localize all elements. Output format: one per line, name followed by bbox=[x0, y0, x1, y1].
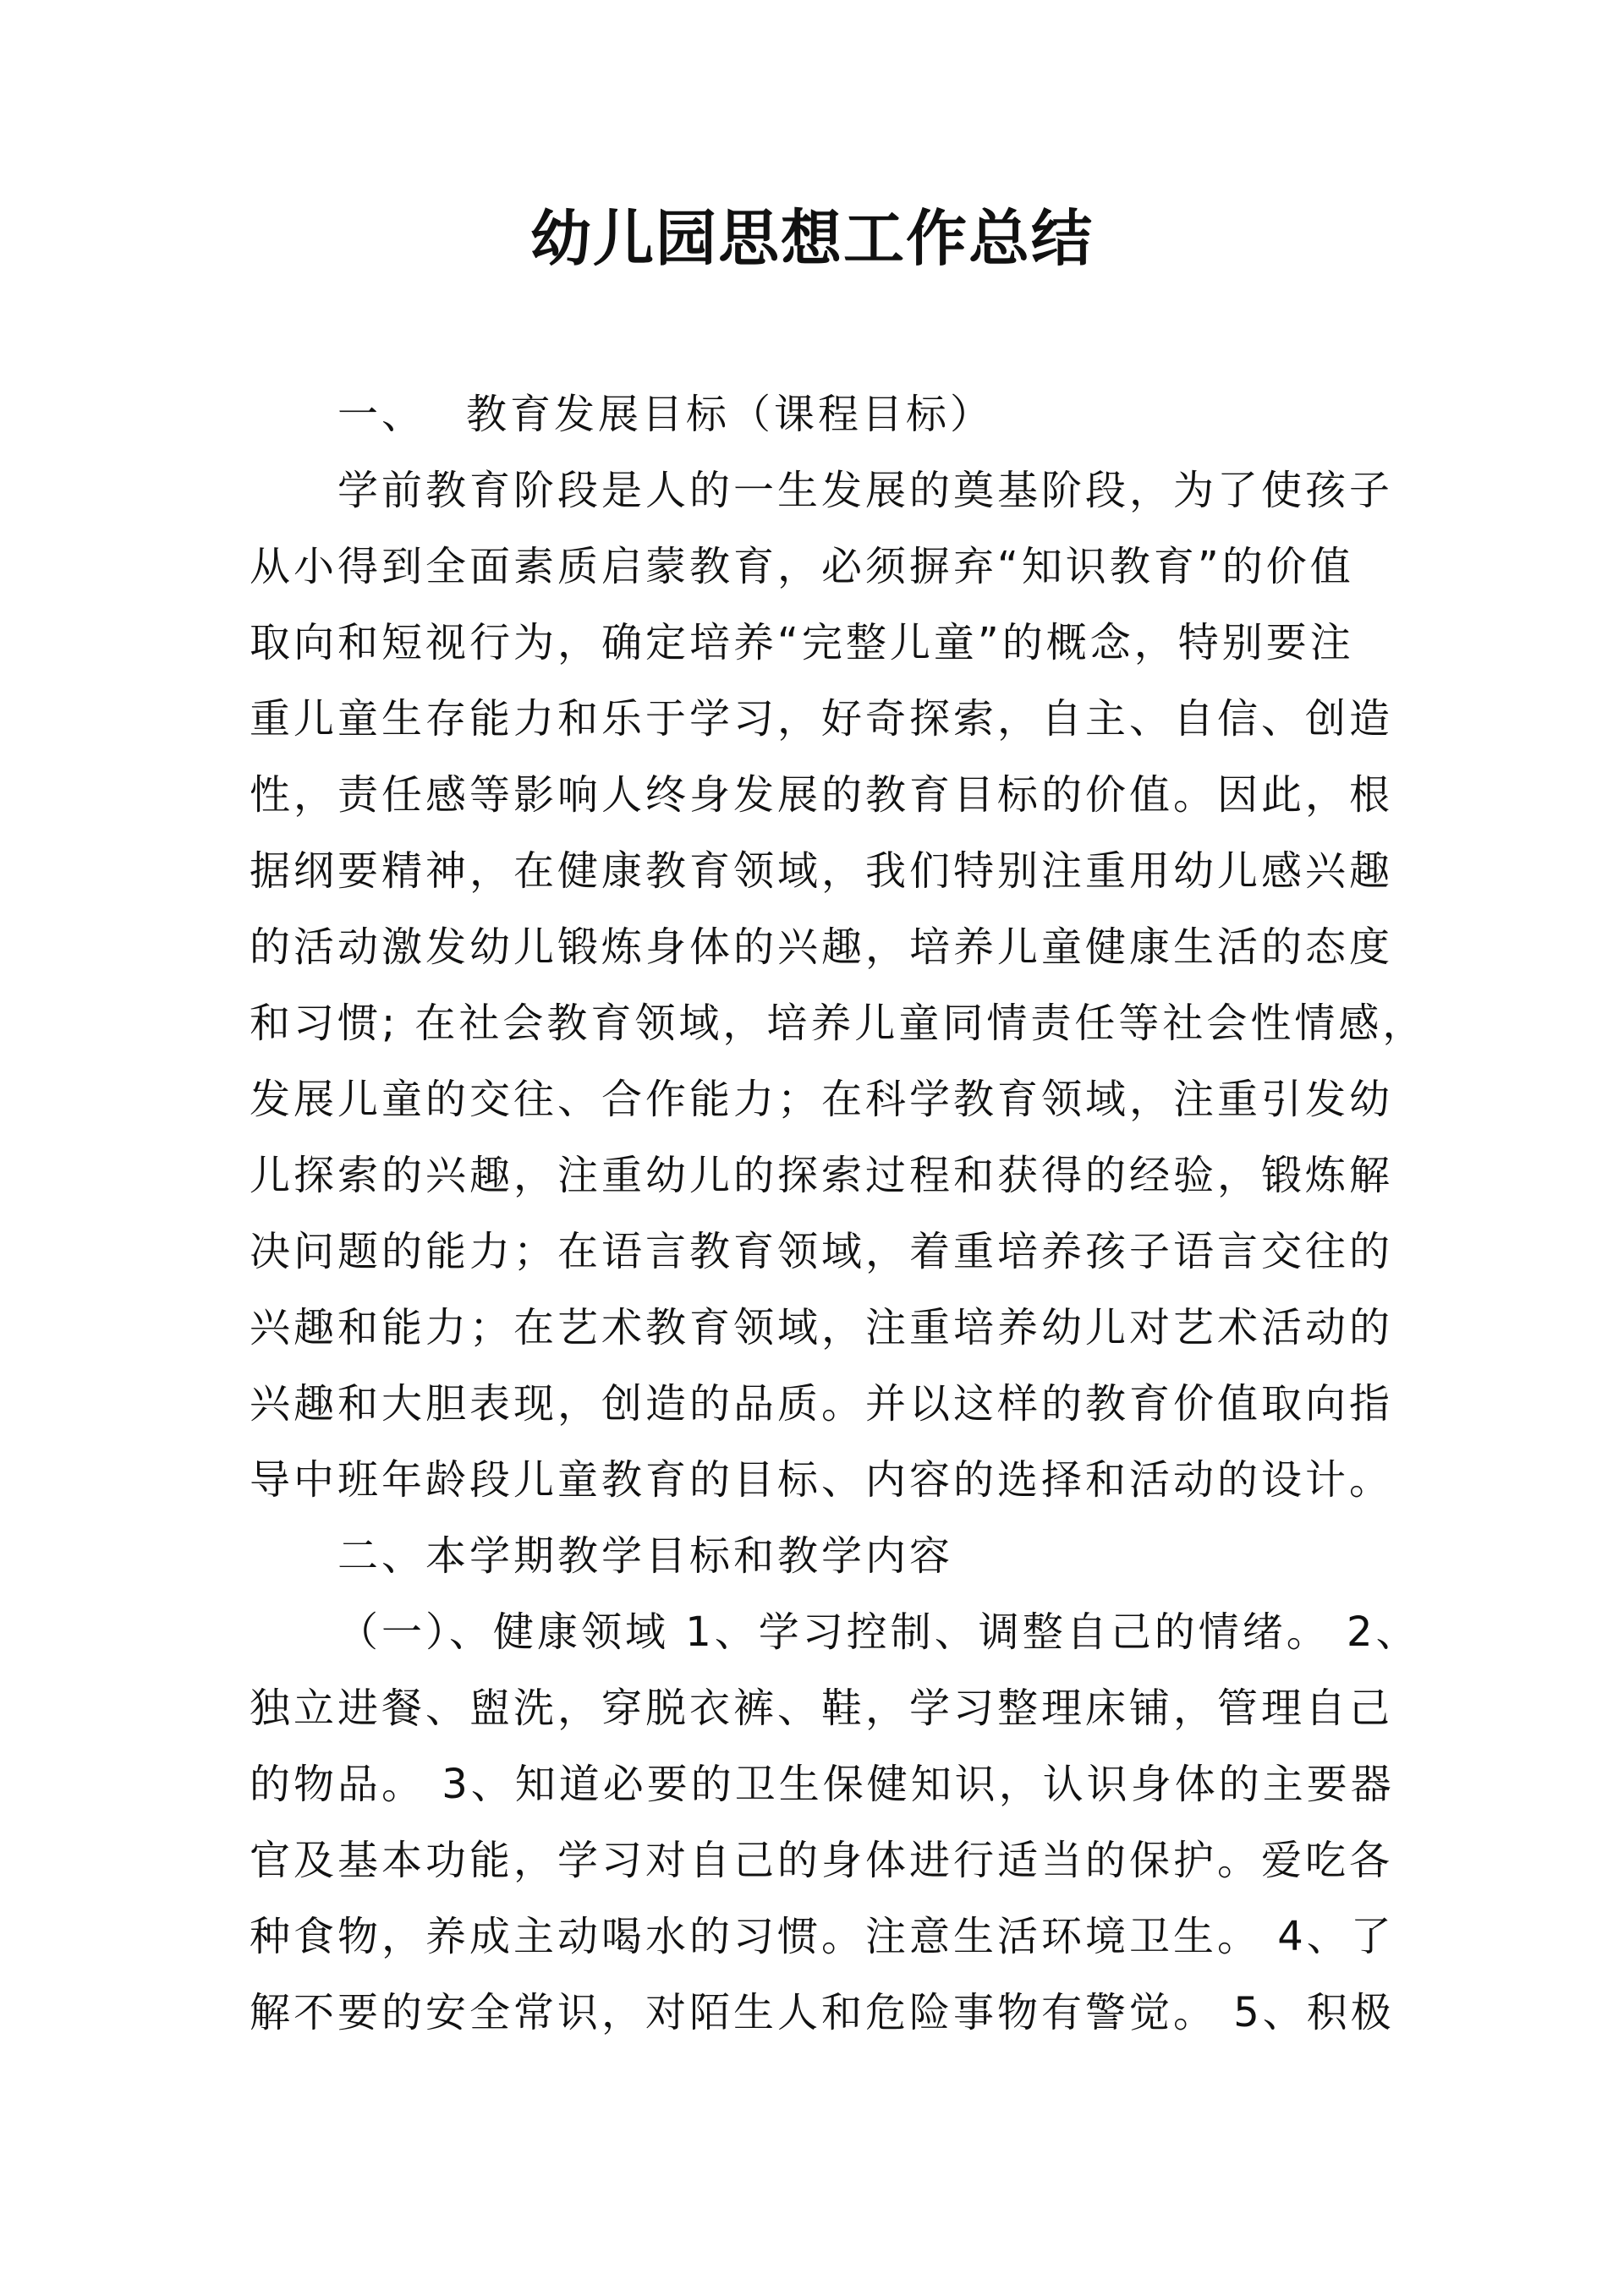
paragraph-line: 解不要的安全常识，对陌生人和危险事物有警觉。 5、积极 bbox=[250, 1989, 1395, 2036]
paragraph-line: 的活动激发幼儿锻炼身体的兴趣，培养儿童健康生活的态度 bbox=[250, 923, 1394, 971]
paragraph-line: 取向和短视行为，确定培养“完整儿童”的概念，特别要注 bbox=[250, 619, 1354, 666]
paragraph-line: 的物品。 3、知道必要的卫生保健知识，认识身体的主要器 bbox=[250, 1761, 1395, 1808]
section-2-heading: 二、本学期教学目标和教学内容 bbox=[337, 1532, 954, 1580]
paragraph-line: 性，责任感等影响人终身发展的教育目标的价值。因此，根 bbox=[250, 771, 1394, 819]
paragraph-line: 据纲要精神，在健康教育领域，我们特别注重用幼儿感兴趣 bbox=[250, 847, 1394, 895]
paragraph-line: （一）、健康领域 1、学习控制、调整自己的情绪。 2、 bbox=[337, 1608, 1420, 1656]
paragraph-line: 独立进餐、盥洗，穿脱衣裤、鞋，学习整理床铺，管理自己 bbox=[250, 1685, 1394, 1732]
paragraph-line: 发展儿童的交往、合作能力；在科学教育领域，注重引发幼 bbox=[250, 1076, 1394, 1123]
paragraph-line: 兴趣和大胆表现，创造的品质。并以这样的教育价值取向指 bbox=[250, 1380, 1394, 1427]
section-1-title: 教育发展目标（课程目标） bbox=[466, 391, 995, 438]
paragraph-line: 和习惯; 在社会教育领域，培养儿童同情责任等社会性情感， bbox=[250, 1000, 1427, 1047]
document-body bbox=[250, 376, 1427, 2051]
paragraph-line: 决问题的能力；在语言教育领域，着重培养孩子语言交往的 bbox=[250, 1228, 1394, 1275]
section-1-heading bbox=[250, 376, 1400, 452]
paragraph-line: 从小得到全面素质启蒙教育，必须摒弃“知识教育”的价值 bbox=[250, 543, 1354, 590]
paragraph-line: 种食物，养成主动喝水的习惯。注意生活环境卫生。 4、了 bbox=[250, 1913, 1395, 1960]
paragraph-line: 重儿童生存能力和乐于学习，好奇探索，自主、自信、创造 bbox=[250, 695, 1394, 743]
paragraph-line: 兴趣和能力；在艺术教育领域，注重培养幼儿对艺术活动的 bbox=[250, 1304, 1394, 1351]
paragraph-line: 儿探索的兴趣，注重幼儿的探索过程和获得的经验，锻炼解 bbox=[250, 1152, 1394, 1199]
section-1-number: 一、 bbox=[337, 391, 426, 438]
paragraph-line: 官及基本功能，学习对自己的身体进行适当的保护。爱吃各 bbox=[250, 1837, 1394, 1884]
document-title: 幼儿园思想工作总结 bbox=[529, 202, 1094, 274]
paragraph-line: 导中班年龄段儿童教育的目标、内容的选择和活动的设计。 bbox=[250, 1456, 1394, 1504]
paragraph-line: 学前教育阶段是人的一生发展的奠基阶段，为了使孩子 bbox=[337, 467, 1394, 514]
